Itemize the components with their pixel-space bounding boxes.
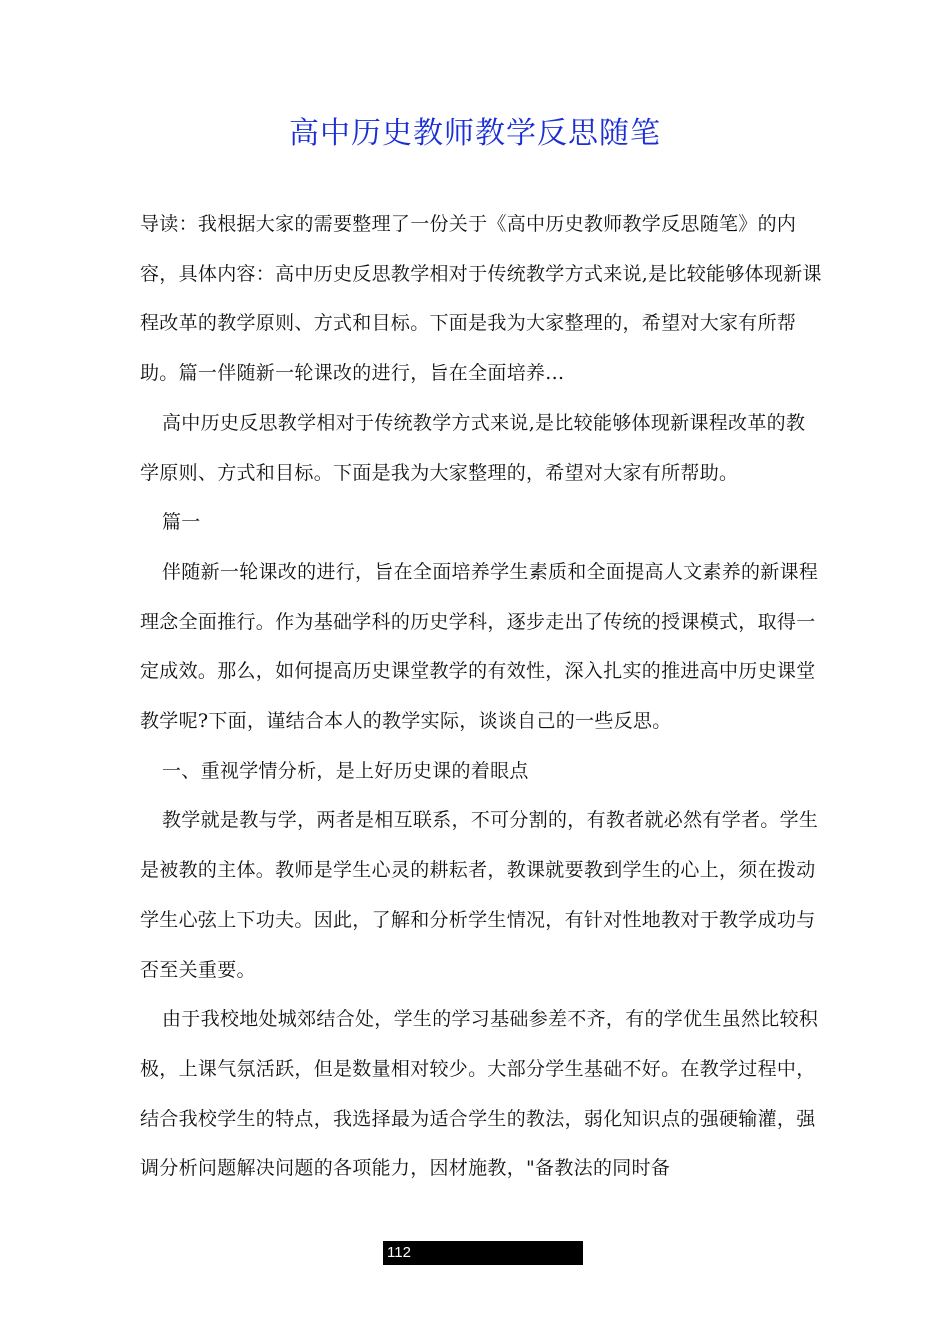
section-heading: 一、重视学情分析，是上好历史课的着眼点 bbox=[162, 759, 529, 782]
lead-paragraph: 导读：我根据大家的需要整理了一份关于《高中历史教师教学反思随笔》的内容，具体内容：高中历史反思教学相对于传统教学方式来说,是比较能够体现新课程改革的教学原则、方式和目标。下面是我为大家整理的，希望对大家有所帮助。篇一伴随新一轮课改的进行，旨在全面培养... bbox=[140, 213, 822, 385]
body-paragraph: 教学就是教与学，两者是相互联系，不可分割的，有教者就必然有学者。学生是被教的主体。教师是学生心灵的耕耘者，教课就要教到学生的心上，须在拨动学生心弦上下功夫。因此，了解和分析学生情况，有针对性地教对于教学成功与否至关重要。 bbox=[140, 809, 819, 981]
intro-paragraph: 高中历史反思教学相对于传统教学方式来说,是比较能够体现新课程改革的教学原则、方式和目标。下面是我为大家整理的，希望对大家有所帮助。 bbox=[140, 411, 806, 484]
body-paragraph: 由于我校地处城郊结合处，学生的学习基础参差不齐，有的学优生虽然比较积极，上课气氛活跃，但是数量相对较少。大部分学生基础不好。在教学过程中，结合我校学生的特点，我选择最为适合学生的教法，弱化知识点的强硬输灌，强调分析问题解决问题的各项能力，因材施教，"备教法的同时备 bbox=[140, 1008, 819, 1180]
document-title: 高中历史教师教学反思随笔 bbox=[289, 116, 661, 151]
page-number: 112 bbox=[383, 1241, 583, 1265]
body-paragraph: 伴随新一轮课改的进行，旨在全面培养学生素质和全面提高人文素养的新课程理念全面推行。作为基础学科的历史学科，逐步走出了传统的授课模式，取得一定成效。那么，如何提高历史课堂教学的有效性，深入扎实的推进高中历史课堂教学呢?下面，谨结合本人的教学实际，谈谈自己的一些反思。 bbox=[140, 560, 819, 733]
section-label: 篇一 bbox=[162, 511, 201, 534]
document-body bbox=[140, 200, 822, 1194]
